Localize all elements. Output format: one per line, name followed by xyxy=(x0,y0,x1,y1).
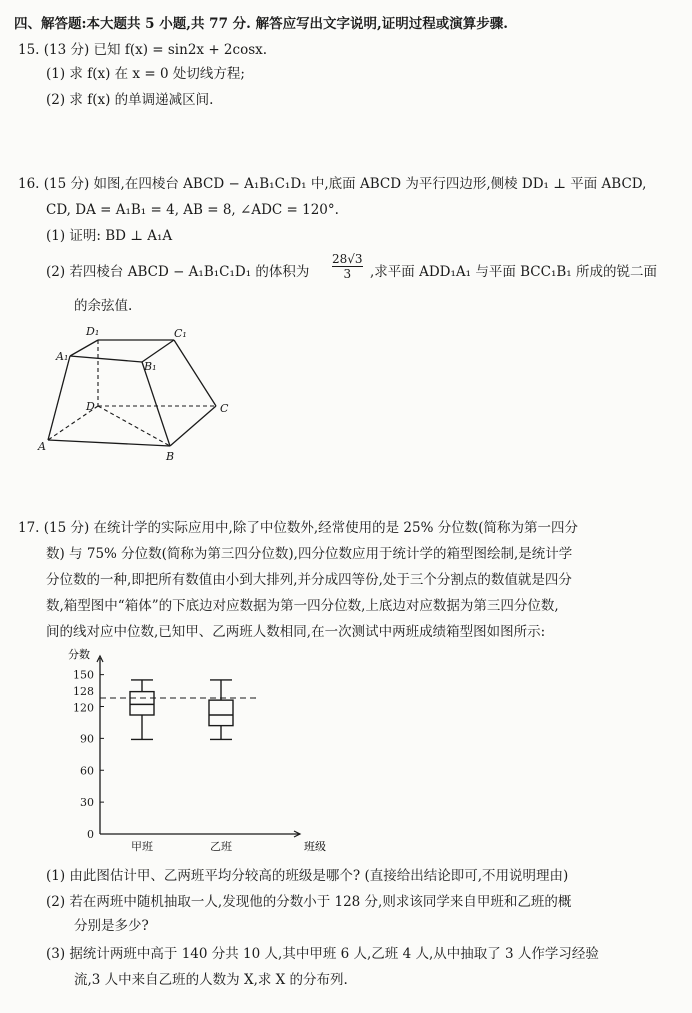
category-label: 甲班 xyxy=(131,840,153,853)
q17-stem-line4: 数,箱型图中“箱体”的下底边对应数据为第一四分位数,上底边对应数据为第三四分位数, xyxy=(46,598,559,614)
y-tick-label: 0 xyxy=(87,828,94,841)
y-tick-label: 120 xyxy=(73,701,94,715)
y-tick-label: 90 xyxy=(80,732,94,746)
y-tick-label: 128 xyxy=(73,685,94,698)
edge-a1-d1 xyxy=(70,340,98,356)
edge-b1-b xyxy=(142,362,170,446)
x-axis-label: 班级 xyxy=(304,840,326,853)
category-label: 乙班 xyxy=(210,840,232,853)
q17-stem-line5: 间的线对应中位数,已知甲、乙两班人数相同,在一次测试中两班成绩箱型图如图所示: xyxy=(46,624,546,640)
q16-part1: (1) 证明: BD ⊥ A₁A xyxy=(46,228,173,244)
edge-a1-b1 xyxy=(70,356,142,362)
q16-part2-a: (2) 若四棱台 ABCD − A₁B₁C₁D₁ 的体积为 xyxy=(46,264,310,280)
label-b: B xyxy=(166,450,175,463)
label-d: D xyxy=(86,400,95,413)
label-b1: B₁ xyxy=(144,360,157,373)
q16-part2-b: ,求平面 ADD₁A₁ 与平面 BCC₁B₁ 所成的锐二面 xyxy=(370,264,657,280)
q17-stem-line1: 17. (15 分) 在统计学的实际应用中,除了中位数外,经常使用的是 25% 分位数(简称为第一四分 xyxy=(18,520,578,536)
box-2 xyxy=(209,680,233,740)
boxplot-chart xyxy=(50,646,350,860)
frustum-figure xyxy=(30,324,250,464)
label-a1: A₁ xyxy=(56,350,69,363)
q17-part2-b: 分别是多少? xyxy=(74,918,149,934)
q17-stem-line3: 分位数的一种,即把所有数值由小到大排列,并分成四等份,处于三个分割点的数值就是四分 xyxy=(46,572,572,588)
edge-c1-b1 xyxy=(142,340,174,362)
label-c1: C₁ xyxy=(174,327,187,340)
q17-stem-line2: 数) 与 75% 分位数(简称为第三四分位数),四分位数应用于统计学的箱型图绘制,是统计学 xyxy=(46,546,573,562)
box-1 xyxy=(130,680,154,740)
label-a: A xyxy=(38,440,46,453)
y-tick-label: 30 xyxy=(80,796,94,810)
section-heading: 四、解答题:本大题共 5 小题,共 77 分. 解答应写出文字说明,证明过程或演算步骤. xyxy=(14,16,508,32)
q17-part3-a: (3) 据统计两班中高于 140 分共 10 人,其中甲班 6 人,乙班 4 人,从中抽取了 3 人作学习经验 xyxy=(46,946,599,962)
edge-a-b xyxy=(48,440,170,446)
fraction-denominator: 3 xyxy=(332,266,363,281)
q17-part2-a: (2) 若在两班中随机抽取一人,发现他的分数小于 128 分,则求该同学来自甲班和乙班的概 xyxy=(46,894,572,910)
q15-part2: (2) 求 f(x) 的单调递减区间. xyxy=(46,92,214,108)
y-tick-label: 60 xyxy=(80,764,94,778)
box-iqr xyxy=(130,692,154,715)
edge-c1-c xyxy=(174,340,216,406)
fraction-numerator: 28√3 xyxy=(332,252,363,266)
q17-part1: (1) 由此图估计甲、乙两班平均分较高的班级是哪个? (直接给出结论即可,不用说明理由) xyxy=(46,868,569,884)
edge-b-c xyxy=(170,406,216,446)
y-axis-label: 分数 xyxy=(68,648,90,661)
label-d1: D₁ xyxy=(86,325,100,338)
volume-fraction xyxy=(332,252,363,281)
q15-stem: 15. (13 分) 已知 f(x) = sin2x + 2cosx. xyxy=(18,42,268,58)
label-c: C xyxy=(220,402,229,415)
box-iqr xyxy=(209,700,233,726)
q17-part3-b: 流,3 人中来自乙班的人数为 X,求 X 的分布列. xyxy=(74,972,348,988)
q16-part2-c: 的余弦值. xyxy=(74,298,133,314)
q16-stem-line1: 16. (15 分) 如图,在四棱台 ABCD − A₁B₁C₁D₁ 中,底面 ABCD 为平行四边形,侧棱 DD₁ ⊥ 平面 ABCD, xyxy=(18,176,647,192)
q16-stem-line2: CD, DA = A₁B₁ = 4, AB = 8, ∠ADC = 120°. xyxy=(46,202,339,218)
y-tick-label: 150 xyxy=(73,668,94,682)
q15-part1: (1) 求 f(x) 在 x = 0 处切线方程; xyxy=(46,66,245,82)
